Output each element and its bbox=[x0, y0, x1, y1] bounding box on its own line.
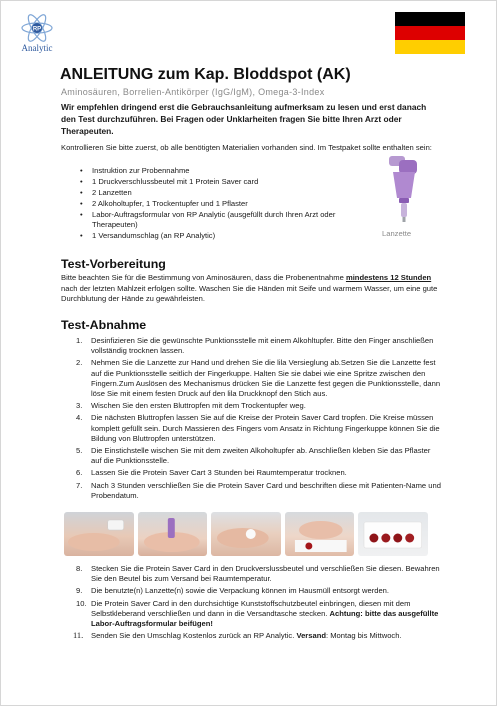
section-heading-sampling: Test-Abnahme bbox=[61, 318, 147, 332]
photo-filled-card bbox=[358, 512, 428, 556]
logo-text: Analytic bbox=[21, 43, 53, 53]
sampling-steps-list-continued bbox=[73, 564, 441, 643]
step-shipping-days: : Montag bis Mittwoch. bbox=[326, 631, 402, 641]
step-number: 11. bbox=[73, 631, 84, 641]
lancet-caption: Lanzette bbox=[382, 229, 412, 238]
step-item bbox=[76, 586, 441, 596]
page-subtitle: Aminosäuren, Borrelien-Antikörper (IgG/IgM), Omega-3-Index bbox=[61, 87, 325, 97]
photo-blood-drop-card bbox=[285, 512, 355, 556]
step-text: Stecken Sie die Protein Saver Card in den Druckverslussbeutel und verschließen Sie diesen. Bewahren Sie den Beutel bis zum Versand bei Raumtemperatur. bbox=[91, 564, 440, 584]
step-text: Nehmen Sie die Lanzette zur Hand und drehen Sie die lila Versieglung ab.Setzen Sie die Lanzette fest auf die Punktionsstelle seitlich der Fingerkuppe. Halten Sie sie dabei wie eine Spritze zwischen den Fingern.Zum Auslösen des Mechanismus drücken Sie die Lanzette fest gegen die Punktionsstelle, dann löse Sie mit einem festen Druck auf den lila Druckknopf den Stich aus. bbox=[91, 358, 441, 399]
step-item bbox=[76, 446, 441, 466]
step-item bbox=[76, 564, 441, 584]
materials-item: • Instruktion zur Probennahme bbox=[80, 166, 340, 176]
step-warning: Achtung: bitte das ausgefüllte Labor-Auftragsformular beifügen! bbox=[91, 608, 439, 629]
step-number: 3. bbox=[76, 401, 83, 411]
photo-hand-disinfect bbox=[64, 512, 134, 556]
step-text: Wischen Sie den ersten Bluttropfen mit dem Trockentupfer weg. bbox=[91, 401, 306, 411]
materials-item: • 2 Alkoholtupfer, 1 Trockentupfer und 1 Pflaster bbox=[80, 199, 340, 209]
flag-stripe-red bbox=[395, 26, 465, 40]
step-item bbox=[76, 413, 441, 444]
step-item bbox=[76, 336, 441, 356]
step-number: 6. bbox=[76, 468, 83, 478]
svg-text:RP: RP bbox=[32, 26, 42, 33]
photo-lancet-apply bbox=[138, 512, 208, 556]
step-text: Die benutzte(n) Lanzette(n) sowie die Verpackung können im Hausmüll entsorgt werden. bbox=[91, 586, 390, 596]
step-item bbox=[76, 358, 441, 399]
flag-stripe-gold bbox=[395, 40, 465, 54]
step-number: 2. bbox=[76, 358, 83, 368]
procedure-photo-strip bbox=[64, 512, 428, 556]
materials-list bbox=[80, 166, 340, 242]
materials-item: • 1 Druckverschlussbeutel mit 1 Protein Saver card bbox=[80, 177, 340, 187]
step-number: 8. bbox=[76, 564, 83, 573]
step-number: 9. bbox=[76, 586, 83, 596]
rp-analytic-logo bbox=[14, 14, 60, 53]
step-shipping-label: Versand bbox=[296, 631, 326, 641]
preparation-emphasis: mindestens 12 Stunden bbox=[345, 273, 432, 282]
step-text: Die nächsten Bluttropfen lassen Sie auf die Kreise der Protein Saver Card tropfen. Die Kreise müssen komplett gefüllt sein. Durch Massieren des Fingers vom Ansatz in Richtung Fingerkuppe können Sie die Bildung von Bluttropfen unterstützen. bbox=[91, 413, 440, 443]
step-item bbox=[76, 468, 441, 478]
german-flag-icon bbox=[395, 12, 465, 54]
section-heading-preparation: Test-Vorbereitung bbox=[61, 257, 166, 271]
step-item bbox=[73, 631, 441, 641]
lancet-image bbox=[385, 152, 427, 226]
preparation-text-part: nach der letzten Mahlzeit erfolgen sollte. Waschen Sie die Händen mit Seife und warmem Wasser, um eine gute Durchblutung der Hände zu gewährleisten. bbox=[61, 283, 438, 303]
step-item bbox=[76, 599, 441, 630]
step-text: Die Protein Saver Card in den durchsichtige Kunststoffschutzbeutel einbringen, diesen mit dem Selbstkleberand verschließen und dann in die Versandtasche stecken. bbox=[91, 598, 411, 618]
step-text: Desinfizieren Sie die gewünschte Punktionsstelle mit einem Alkohltupfer. Bitte den Finger anschließen vollständig trocknen lassen. bbox=[91, 336, 434, 356]
atom-logo-icon bbox=[20, 14, 54, 42]
page-title: ANLEITUNG zum Kap. Bloddspot (AK) bbox=[60, 66, 351, 83]
flag-stripe-black bbox=[395, 12, 465, 26]
preparation-text bbox=[61, 273, 439, 305]
materials-item: • Labor-Auftragsformular von RP Analytic (ausgefüllt durch Ihren Arzt oder Therapeuten) bbox=[80, 210, 340, 231]
sampling-steps-list bbox=[76, 336, 441, 503]
step-number: 5. bbox=[76, 446, 83, 456]
step-number: 1. bbox=[76, 336, 83, 345]
step-number: 7. bbox=[76, 480, 83, 490]
materials-check-note: Kontrollieren Sie bitte zuerst, ob alle benötigten Materialien vorhanden sind. Im Testpaket sollte enthalten sein: bbox=[61, 143, 432, 152]
step-text: Lassen Sie die Protein Saver Cart 3 Stunden bei Raumtemperatur trocknen. bbox=[91, 468, 347, 478]
photo-finger-wipe bbox=[211, 512, 281, 556]
step-text: Nach 3 Stunden verschließen Sie die Protein Saver Card und beschriften diese mit Patienten-Name und Probendatum. bbox=[91, 480, 441, 500]
preparation-text-part: Bitte beachten Sie für die Bestimmung von Aminosäuren, dass die Probenentnahme bbox=[61, 273, 346, 282]
intro-note: Wir empfehlen dringend erst die Gebrauchsanleitung aufmerksam zu lesen und erst danach den Test durchzuführen. Bei Fragen oder Unklarheiten fragen Sie bitte Ihren Arzt oder Therapeuten. bbox=[61, 102, 427, 136]
step-text: Senden Sie den Umschlag Kostenlos zurück an RP Analytic. bbox=[91, 631, 297, 641]
materials-item: • 2 Lanzetten bbox=[80, 188, 340, 198]
step-text: Die Einstichstelle wischen Sie mit dem zweiten Alkoholtupfer ab. Anschließen kleben Sie das Pflaster auf die Punktionsstelle. bbox=[91, 446, 431, 466]
step-item bbox=[76, 481, 441, 501]
step-item bbox=[76, 401, 441, 411]
step-number: 10. bbox=[76, 598, 87, 608]
step-number: 4. bbox=[76, 413, 83, 423]
materials-item: • 1 Versandumschlag (an RP Analytic) bbox=[80, 231, 340, 241]
